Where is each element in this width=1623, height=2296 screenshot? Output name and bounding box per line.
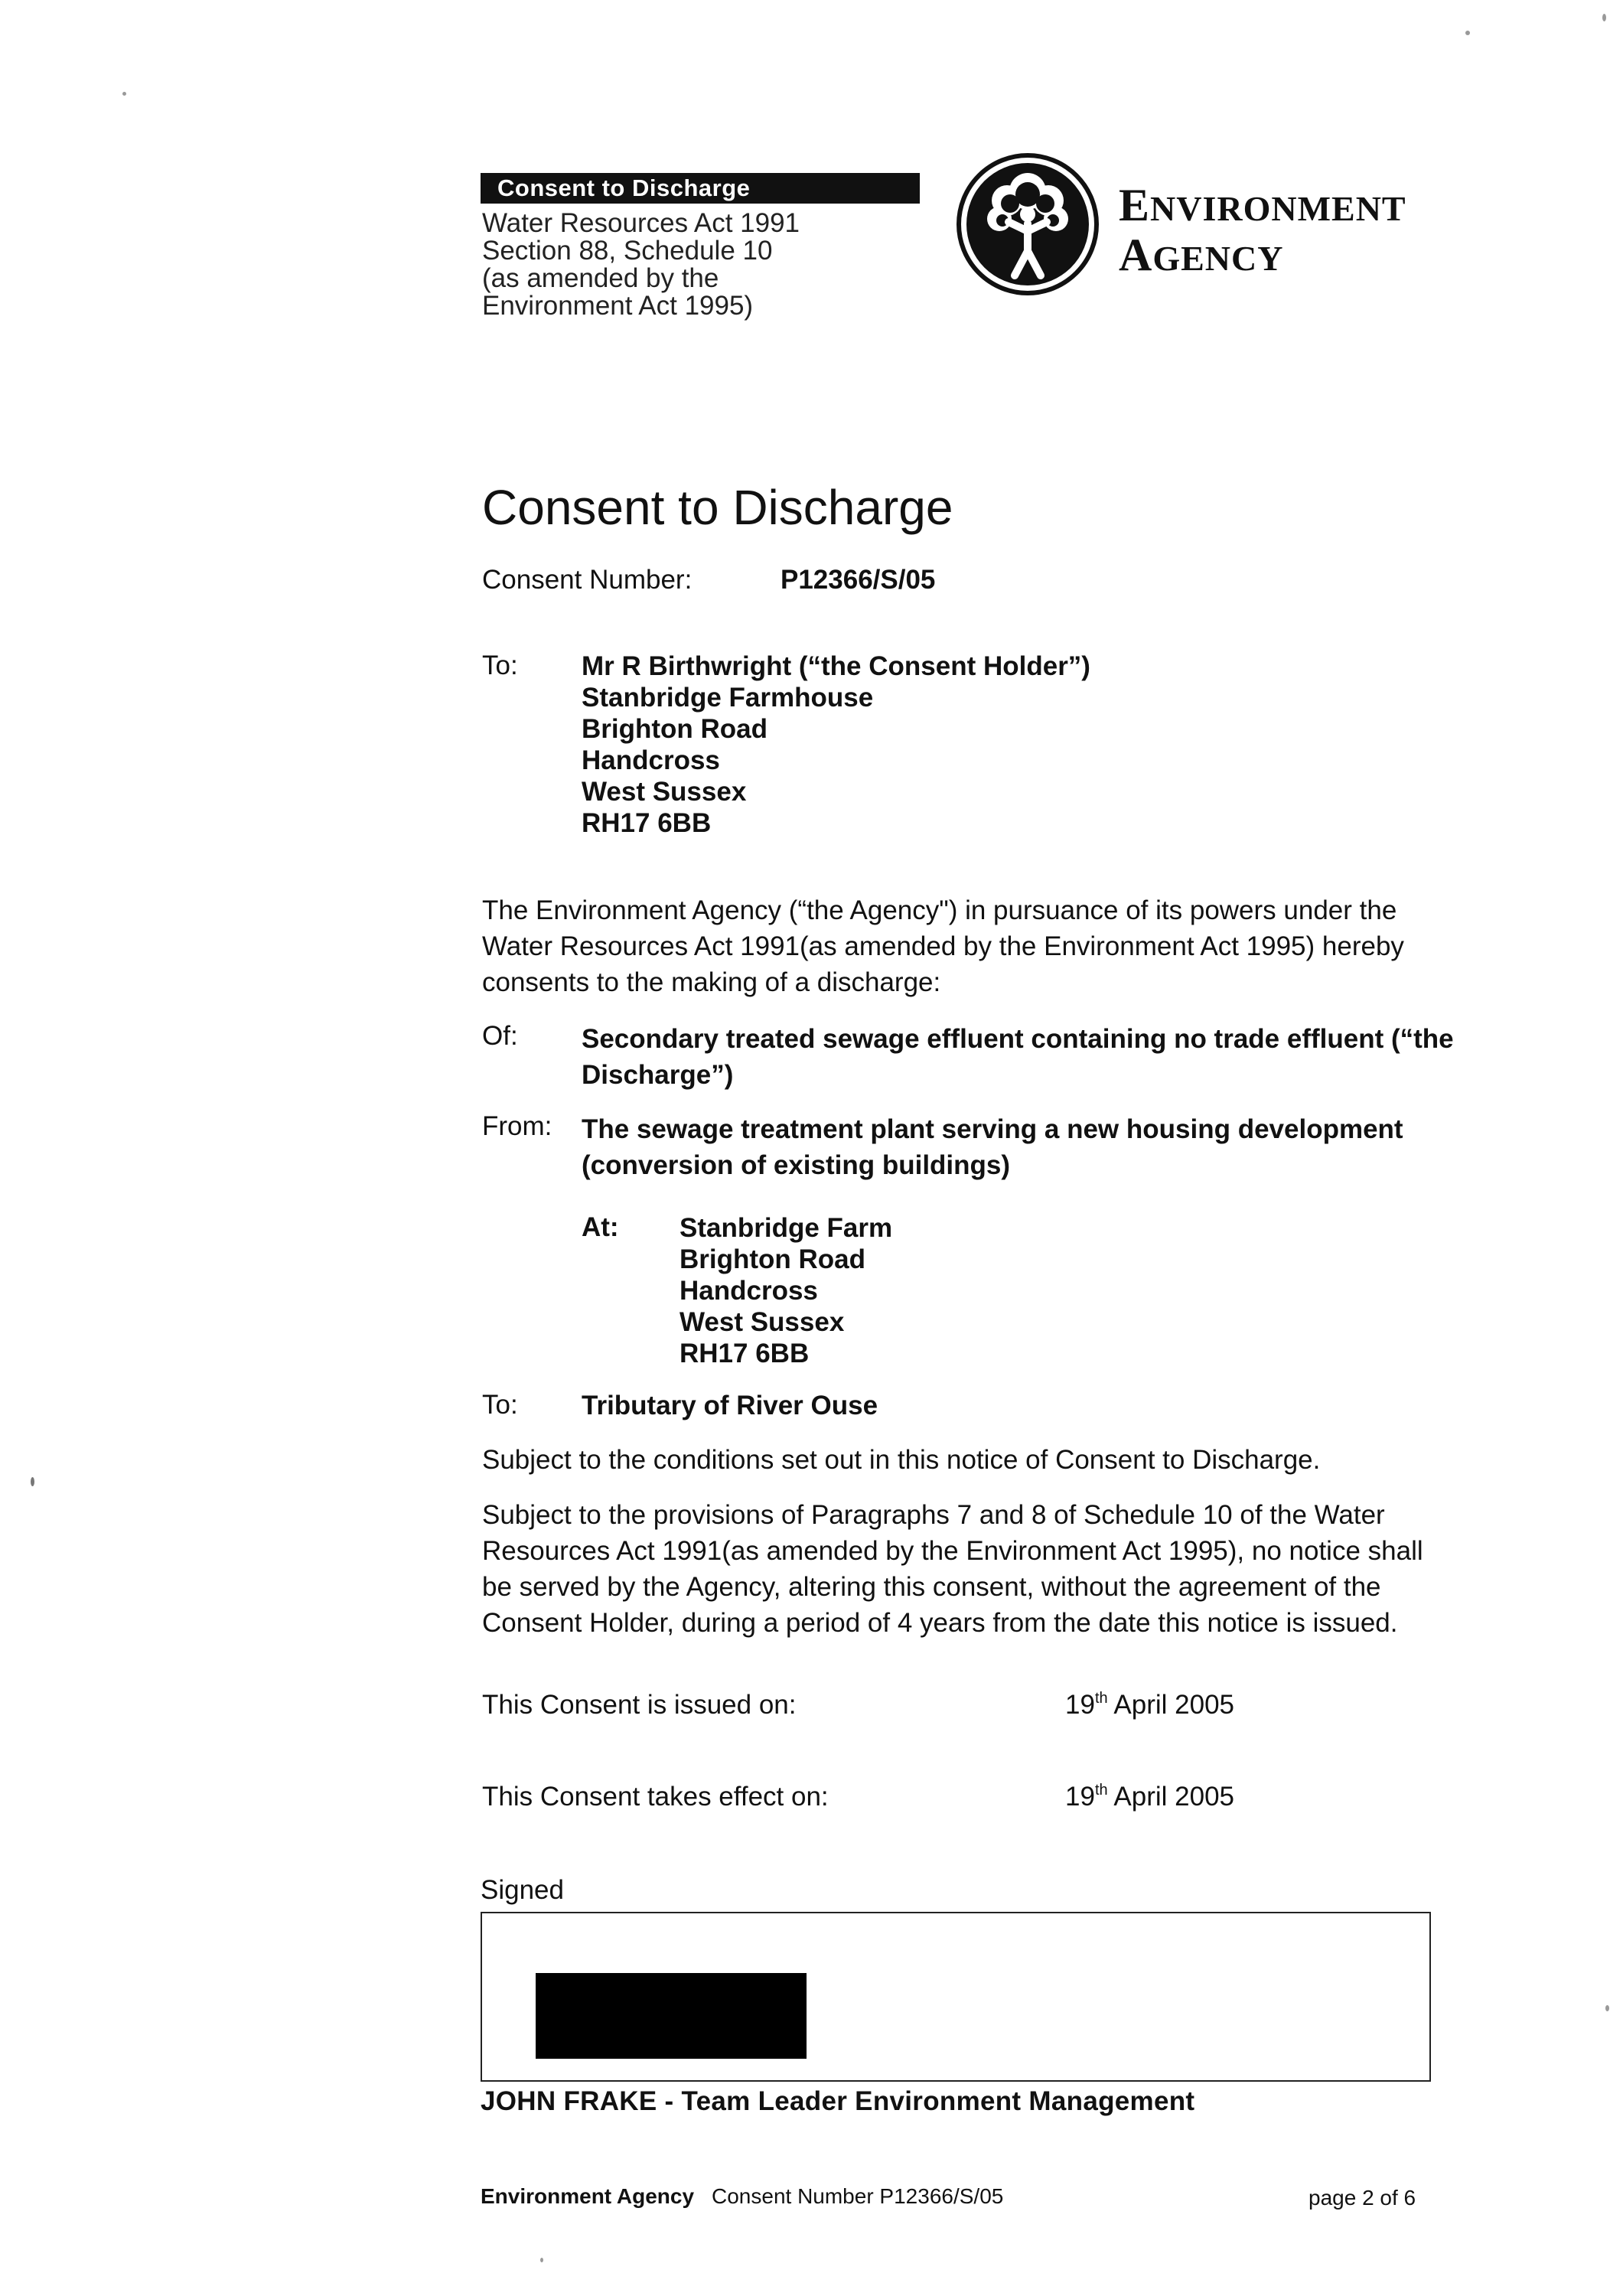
scan-speck	[1602, 14, 1606, 21]
scan-speck	[1465, 31, 1470, 35]
agency-wordmark	[1119, 182, 1406, 282]
date-day: 19	[1065, 1690, 1095, 1720]
to-holder-label: To:	[482, 651, 518, 680]
address-line: West Sussex	[680, 1307, 845, 1337]
scan-speck	[122, 92, 126, 96]
date-day: 19	[1065, 1782, 1095, 1812]
holder-address	[582, 651, 1090, 839]
agency-letter: A	[1119, 230, 1153, 280]
issued-label: This Consent is issued on:	[482, 1690, 797, 1720]
signatory-name: JOHN FRAKE - Team Leader Environment Management	[481, 2086, 1195, 2116]
agency-letter: E	[1119, 180, 1151, 230]
header-badge-text: Consent to Discharge	[497, 174, 751, 201]
footer-agency: Environment Agency	[481, 2184, 695, 2208]
site-address	[680, 1212, 892, 1369]
header-act-reference	[482, 210, 800, 320]
address-line: Handcross	[680, 1276, 818, 1306]
agency-word-rest: GENCY	[1152, 239, 1284, 278]
address-line: Brighton Road	[680, 1244, 866, 1274]
header-line: Environment Act 1995)	[482, 291, 754, 321]
address-line: Handcross	[582, 745, 720, 775]
agency-word-rest: NVIRONMENT	[1150, 189, 1406, 228]
page-title: Consent to Discharge	[482, 480, 953, 535]
header-line: Section 88, Schedule 10	[482, 236, 773, 266]
address-line: Stanbridge Farmhouse	[582, 683, 874, 713]
subject-provisions: Subject to the provisions of Paragraphs 7 and 8 of Schedule 10 of the Water Resources Act 1991(as amended by the Environment Act 1995), no notice shall be served by the Agency, altering this consent, without the agreement of the Consent Holder, during a period of 4 years from the date this notice is issued.	[482, 1500, 1423, 1638]
address-line: Stanbridge Farm	[680, 1213, 893, 1243]
footer-page-number: page 2 of 6	[1309, 2186, 1416, 2210]
effect-date	[1065, 1782, 1234, 1812]
effect-label: This Consent takes effect on:	[482, 1782, 829, 1812]
consent-number-label: Consent Number:	[482, 565, 693, 595]
consent-number-value: P12366/S/05	[781, 565, 936, 595]
scan-speck	[31, 1477, 34, 1486]
intro-paragraph: The Environment Agency (“the Agency") in pursuance of its powers under the Water Resources Act 1991(as amended by the Environment Act 1995) hereby consents to the making of a discharge:	[482, 895, 1404, 997]
address-line: RH17 6BB	[582, 808, 712, 838]
of-value: Secondary treated sewage effluent containing no trade effluent (“the Discharge”)	[582, 1024, 1454, 1090]
from-label: From:	[482, 1111, 552, 1141]
environment-agency-logo-icon	[955, 152, 1100, 297]
redacted-signature	[536, 1973, 807, 2059]
header-line: Water Resources Act 1991	[482, 208, 800, 238]
of-label: Of:	[482, 1021, 518, 1051]
subject-conditions: Subject to the conditions set out in this notice of Consent to Discharge.	[482, 1445, 1321, 1475]
address-line: Mr R Birthwright (“the Consent Holder”)	[582, 651, 1090, 681]
from-value: The sewage treatment plant serving a new housing development (conversion of existing buildings)	[582, 1114, 1403, 1180]
address-line: Brighton Road	[582, 714, 768, 744]
date-month-year: April 2005	[1107, 1782, 1235, 1812]
address-line: RH17 6BB	[680, 1339, 810, 1368]
to-river-label: To:	[482, 1390, 518, 1420]
date-suffix: th	[1094, 1690, 1108, 1707]
scan-speck	[540, 2258, 543, 2262]
address-line: West Sussex	[582, 777, 747, 807]
issued-date	[1065, 1690, 1234, 1720]
date-suffix: th	[1094, 1782, 1108, 1799]
scan-speck	[1605, 2005, 1609, 2011]
at-label: At:	[582, 1212, 619, 1242]
footer-consent-number: Consent Number P12366/S/05	[712, 2184, 1004, 2208]
date-month-year: April 2005	[1107, 1690, 1235, 1720]
signed-label: Signed	[481, 1875, 564, 1905]
header-line: (as amended by the	[482, 263, 719, 293]
to-river-value: Tributary of River Ouse	[582, 1391, 878, 1420]
header-badge	[481, 173, 920, 204]
